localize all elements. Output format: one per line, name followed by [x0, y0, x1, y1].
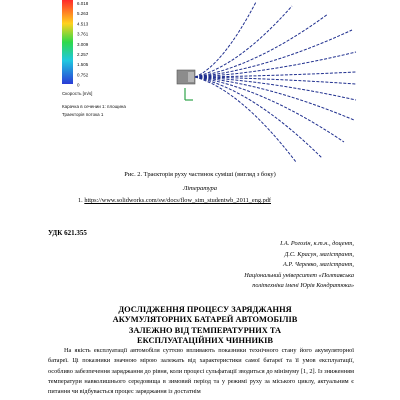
affiliation-line-1: Національний університет «Полтавська: [244, 271, 354, 279]
legend-value-label: 3.761: [77, 31, 89, 37]
trajectory-line: [195, 77, 356, 84]
title-line-4: ЕКСПЛУАТАЦІЙНИХ ЧИННИКІВ: [137, 335, 273, 345]
title-line-2: АКУМУЛЯТОРНИХ БАТАРЕЙ АВТОМОБІЛІВ: [112, 315, 298, 325]
body-paragraph: На якість експлуатації автомобіля суттєво впливають показники технічного стану його акумуляторної батареї. Ці показники значною мірою залежать від характеристики самої батареї та її умов експлуатації, особливо забезпечення заряджання до рівня, коли процесі сульфатації зводиться до мінімуму [1, 2]. Із зниженням температури навколишнього середовища в зимовий період та у режимі руху за міського циклу, актуальним є питання чи відбувається процес заряджання із достатнім: [48, 347, 354, 396]
affiliation-line-2: політехніка імені Юрія Кондратюка»: [252, 282, 354, 290]
author-line-2: Д.С. Красун, магістрант,: [284, 250, 354, 258]
literature-item-number: 1.: [78, 197, 83, 204]
title-line-1: ДОСЛІДЖЕННЯ ПРОЦЕСУ ЗАРЯДЖАННЯ: [118, 305, 292, 314]
author-line-1: І.А. Рогозін, к.т.н., доцент,: [280, 240, 354, 247]
trajectory-line: [195, 30, 352, 77]
trajectory-figure: [60, 0, 358, 164]
trajectory-line: [195, 6, 292, 77]
figure-note-1: Карачка в сечении 1: площина: [62, 104, 126, 109]
legend-value-label: 5.263: [77, 11, 89, 17]
paper-title: [60, 305, 350, 346]
legend-value-label: 2.257: [77, 52, 89, 57]
authors-block: [114, 239, 354, 292]
figure-caption: Рис. 2. Траєкторія руху частинок суміші (вигляд з боку): [124, 171, 276, 178]
legend-value-label: 4.513: [77, 21, 89, 27]
trajectory-line: [195, 14, 328, 77]
author-line-3: А.Р. Черевко, магістрант,: [282, 261, 354, 269]
trajectory-line: [195, 77, 354, 120]
title-line-3: ЗАЛЕЖНО ВІД ТЕМПЕРАТУРНИХ ТА: [128, 325, 282, 335]
velocity-legend: [62, 0, 92, 96]
trajectory-line: [195, 72, 356, 77]
literature-item-link[interactable]: https://www.solidworks.com/sw/docs/flow_sim_studentwb_2011_eng.pdf: [84, 197, 271, 204]
trajectory-line: [195, 2, 256, 77]
legend-value-label: 3.009: [77, 41, 89, 47]
legend-value-label: 6.018: [77, 1, 89, 6]
literature-heading: Література: [182, 185, 218, 192]
literature-item: [78, 197, 271, 204]
legend-value-label: 0.752: [77, 72, 89, 78]
udk-code: УДК 621.355: [48, 229, 87, 237]
legend-color-bar: [62, 0, 73, 84]
legend-value-label: 1.505: [77, 62, 89, 68]
legend-unit-label: Скорость [m/s]: [62, 91, 93, 96]
figure-note-2: Траекторія потока 1: [62, 112, 104, 117]
trajectory-plot: [60, 0, 358, 164]
legend-value-label: 0: [77, 82, 80, 88]
particle-trajectories: [195, 2, 356, 162]
nozzle-tip: [188, 72, 194, 82]
